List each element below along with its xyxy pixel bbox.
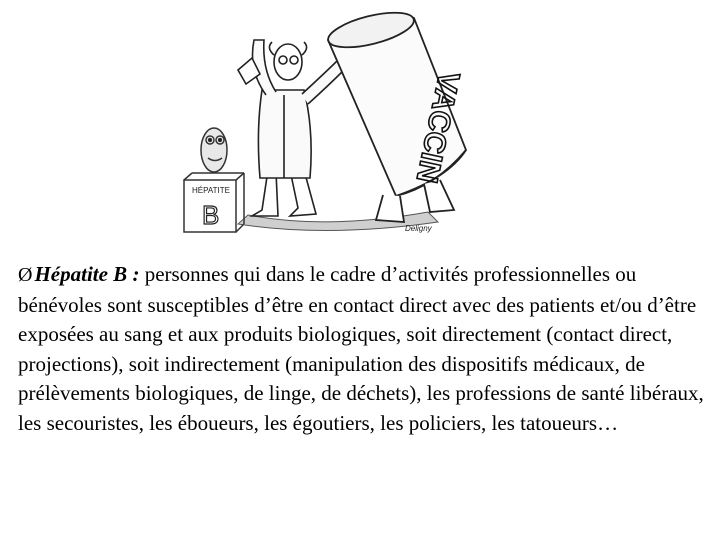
arrow-bullet-icon: Ø — [18, 264, 33, 286]
paragraph-body: personnes qui dans le cadre d’activités professionnelles ou bénévoles sont susceptibles d’être en contact direct avec des patients et/ou d’être exposées au sang et aux produits biologiques, soit directement (contact direct, projections), soit indirectement (manipulation des dispositifs médicaux, de prélèvements biologiques, de linge, de déchets), les professions de santé libéraux, les secouristes, les éboueurs, les égoutiers, les policiers, les tatoueurs… — [18, 262, 704, 435]
box-label-top: HÉPATITE — [192, 186, 230, 195]
topic-term: Hépatite B : — [34, 262, 140, 286]
artist-signature: Deligny — [405, 224, 432, 233]
paragraph — [18, 260, 708, 438]
box-label-letter: B — [202, 200, 220, 230]
vaccine-cartoon — [178, 0, 470, 240]
vaccine-label: VACCIN — [409, 68, 466, 186]
